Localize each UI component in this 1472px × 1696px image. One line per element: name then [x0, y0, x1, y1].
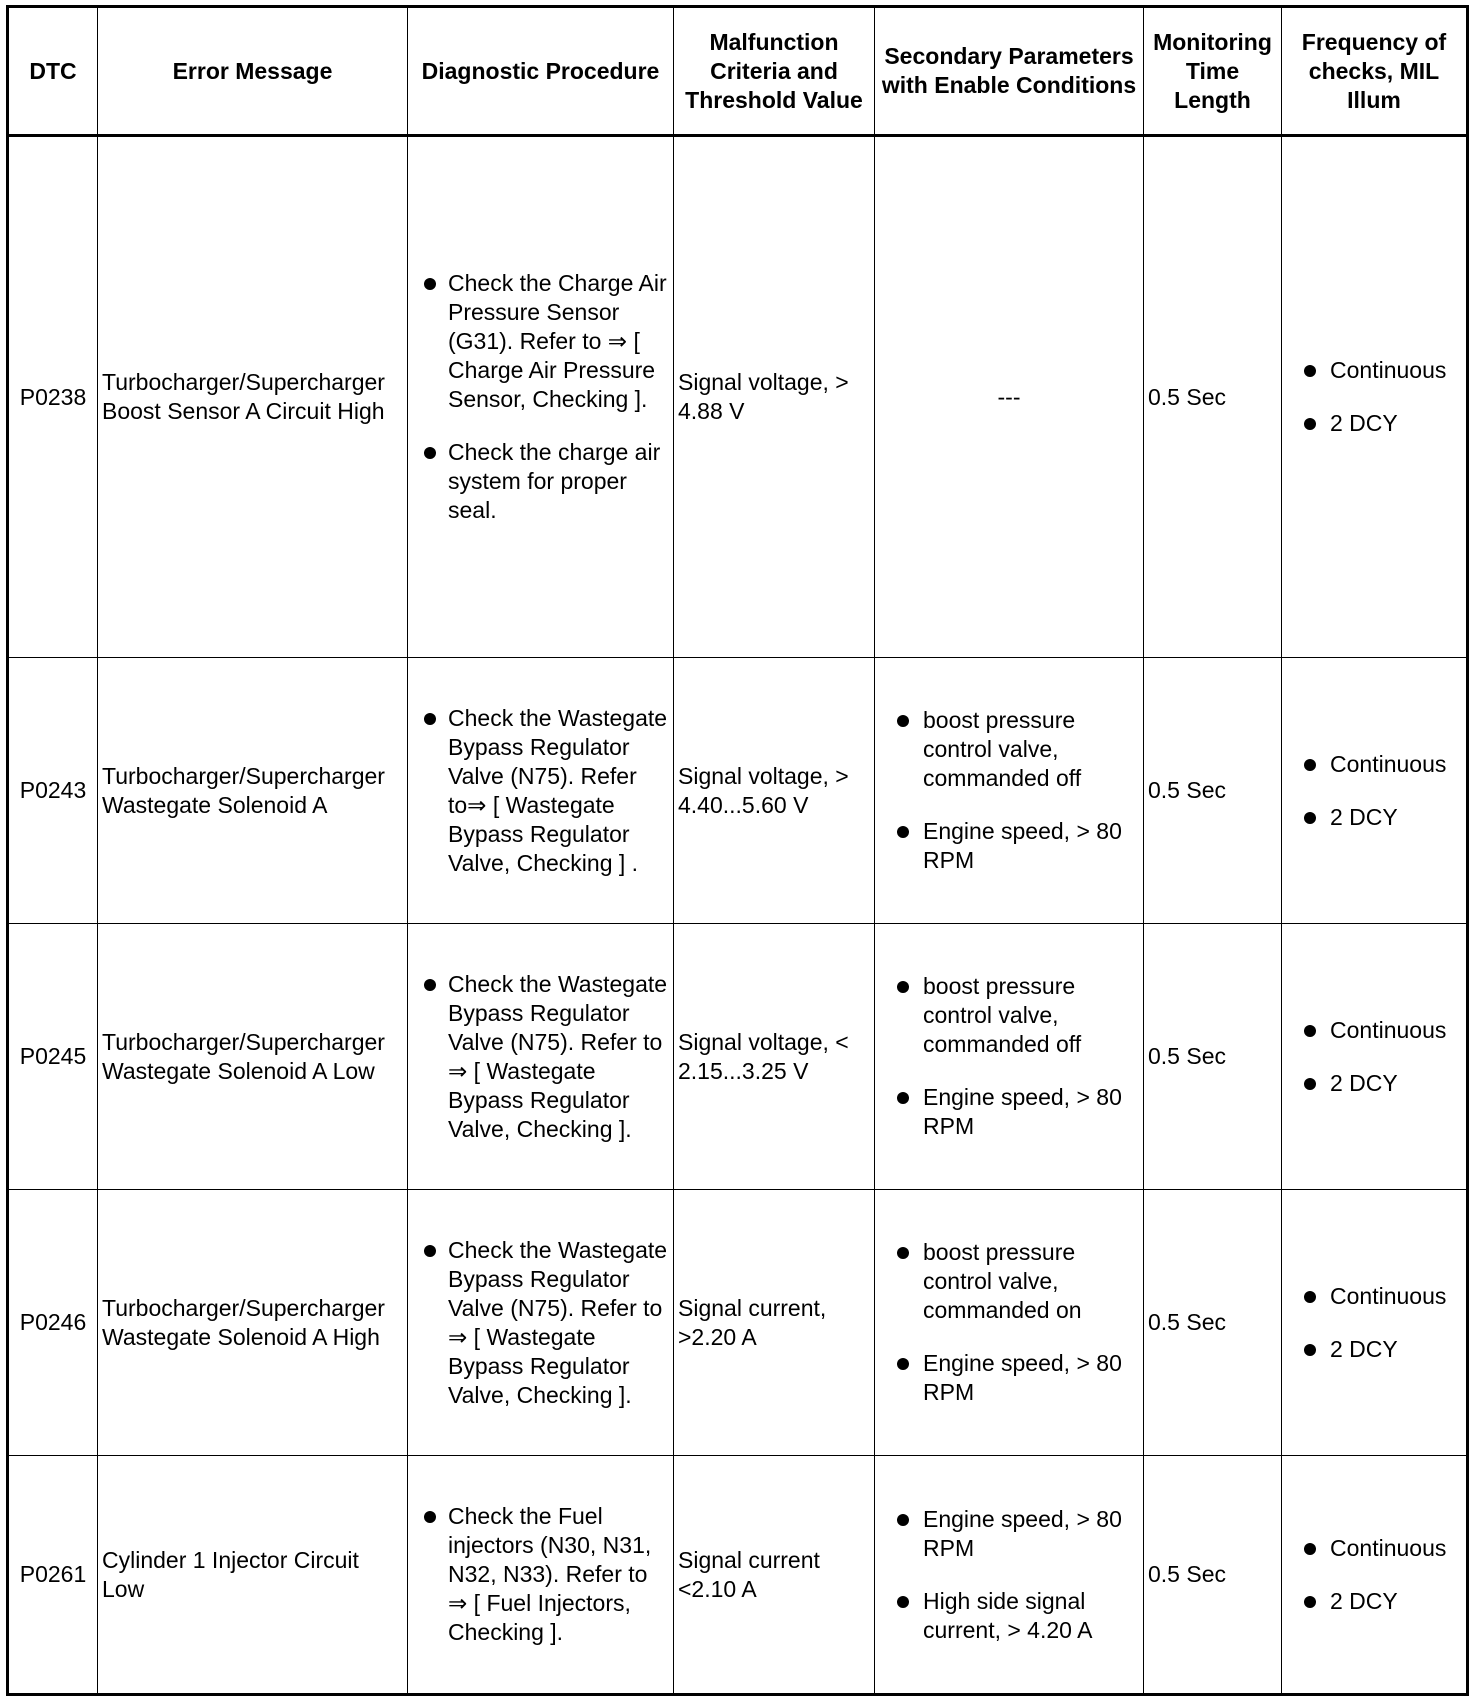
monitoring-time: 0.5 Sec — [1144, 136, 1282, 658]
secondary-item: boost pressure control valve, commanded off — [879, 972, 1139, 1059]
frequency — [1282, 1456, 1468, 1695]
secondary-item: boost pressure control valve, commanded off — [879, 706, 1139, 793]
table-row — [8, 136, 1468, 658]
error-message: Turbocharger/Supercharger Wastegate Solenoid A Low — [98, 924, 408, 1190]
frequency — [1282, 658, 1468, 924]
secondary-item: boost pressure control valve, commanded on — [879, 1238, 1139, 1325]
frequency-item: 2 DCY — [1286, 1587, 1462, 1616]
secondary-parameters — [875, 924, 1144, 1190]
secondary-item: Engine speed, > 80 RPM — [879, 1505, 1139, 1563]
frequency-item: 2 DCY — [1286, 803, 1462, 832]
dtc-table — [6, 5, 1469, 1696]
procedure-item: Check the Wastegate Bypass Regulator Valve (N75). Refer to ⇒ [ Wastegate Bypass Regulator Valve, Checking ]. — [412, 1236, 669, 1410]
frequency-item: Continuous — [1286, 1282, 1462, 1311]
secondary-parameters — [875, 658, 1144, 924]
secondary-item: Engine speed, > 80 RPM — [879, 817, 1139, 875]
header-monitoring-time: Monitoring Time Length — [1144, 7, 1282, 136]
header-error-message: Error Message — [98, 7, 408, 136]
dtc-code: P0238 — [8, 136, 98, 658]
error-message: Turbocharger/Supercharger Wastegate Solenoid A — [98, 658, 408, 924]
secondary-parameters: --- — [875, 136, 1144, 658]
malfunction-criteria: Signal voltage, > 4.40...5.60 V — [674, 658, 875, 924]
procedure-item: Check the Wastegate Bypass Regulator Valve (N75). Refer to ⇒ [ Wastegate Bypass Regulator Valve, Checking ]. — [412, 970, 669, 1144]
error-message: Turbocharger/Supercharger Boost Sensor A Circuit High — [98, 136, 408, 658]
diagnostic-procedure — [408, 924, 674, 1190]
header-malfunction-criteria: Malfunction Criteria and Threshold Value — [674, 7, 875, 136]
error-message: Cylinder 1 Injector Circuit Low — [98, 1456, 408, 1695]
error-message: Turbocharger/Supercharger Wastegate Solenoid A High — [98, 1190, 408, 1456]
procedure-item: Check the Fuel injectors (N30, N31, N32, N33). Refer to ⇒ [ Fuel Injectors, Checking ]. — [412, 1502, 669, 1647]
monitoring-time: 0.5 Sec — [1144, 924, 1282, 1190]
monitoring-time: 0.5 Sec — [1144, 1190, 1282, 1456]
frequency-item: 2 DCY — [1286, 1069, 1462, 1098]
diagnostic-procedure — [408, 136, 674, 658]
monitoring-time: 0.5 Sec — [1144, 658, 1282, 924]
diagnostic-procedure — [408, 658, 674, 924]
header-secondary-parameters: Secondary Parameters with Enable Conditions — [875, 7, 1144, 136]
monitoring-time: 0.5 Sec — [1144, 1456, 1282, 1695]
header-diagnostic-procedure: Diagnostic Procedure — [408, 7, 674, 136]
secondary-item: Engine speed, > 80 RPM — [879, 1349, 1139, 1407]
frequency-item: Continuous — [1286, 356, 1462, 385]
frequency-item: 2 DCY — [1286, 409, 1462, 438]
frequency-item: 2 DCY — [1286, 1335, 1462, 1364]
secondary-parameters — [875, 1456, 1144, 1695]
procedure-item: Check the charge air system for proper seal. — [412, 438, 669, 525]
table-row — [8, 1456, 1468, 1695]
diagnostic-procedure — [408, 1190, 674, 1456]
frequency-item: Continuous — [1286, 750, 1462, 779]
malfunction-criteria: Signal current <2.10 A — [674, 1456, 875, 1695]
frequency-item: Continuous — [1286, 1016, 1462, 1045]
table-row — [8, 658, 1468, 924]
procedure-item: Check the Wastegate Bypass Regulator Valve (N75). Refer to⇒ [ Wastegate Bypass Regulator Valve, Checking ] . — [412, 704, 669, 878]
header-row — [8, 7, 1468, 136]
table-row — [8, 1190, 1468, 1456]
secondary-item: Engine speed, > 80 RPM — [879, 1083, 1139, 1141]
frequency — [1282, 924, 1468, 1190]
dtc-code: P0261 — [8, 1456, 98, 1695]
dtc-code: P0243 — [8, 658, 98, 924]
header-frequency: Frequency of checks, MIL Illum — [1282, 7, 1468, 136]
malfunction-criteria: Signal voltage, < 2.15...3.25 V — [674, 924, 875, 1190]
frequency — [1282, 136, 1468, 658]
procedure-item: Check the Charge Air Pressure Sensor (G31). Refer to ⇒ [ Charge Air Pressure Sensor, Checking ]. — [412, 269, 669, 414]
secondary-parameters — [875, 1190, 1144, 1456]
dtc-code: P0245 — [8, 924, 98, 1190]
malfunction-criteria: Signal current, >2.20 A — [674, 1190, 875, 1456]
frequency-item: Continuous — [1286, 1534, 1462, 1563]
table-row — [8, 924, 1468, 1190]
frequency — [1282, 1190, 1468, 1456]
dtc-code: P0246 — [8, 1190, 98, 1456]
malfunction-criteria: Signal voltage, > 4.88 V — [674, 136, 875, 658]
header-dtc: DTC — [8, 7, 98, 136]
diagnostic-procedure — [408, 1456, 674, 1695]
secondary-item: High side signal current, > 4.20 A — [879, 1587, 1139, 1645]
